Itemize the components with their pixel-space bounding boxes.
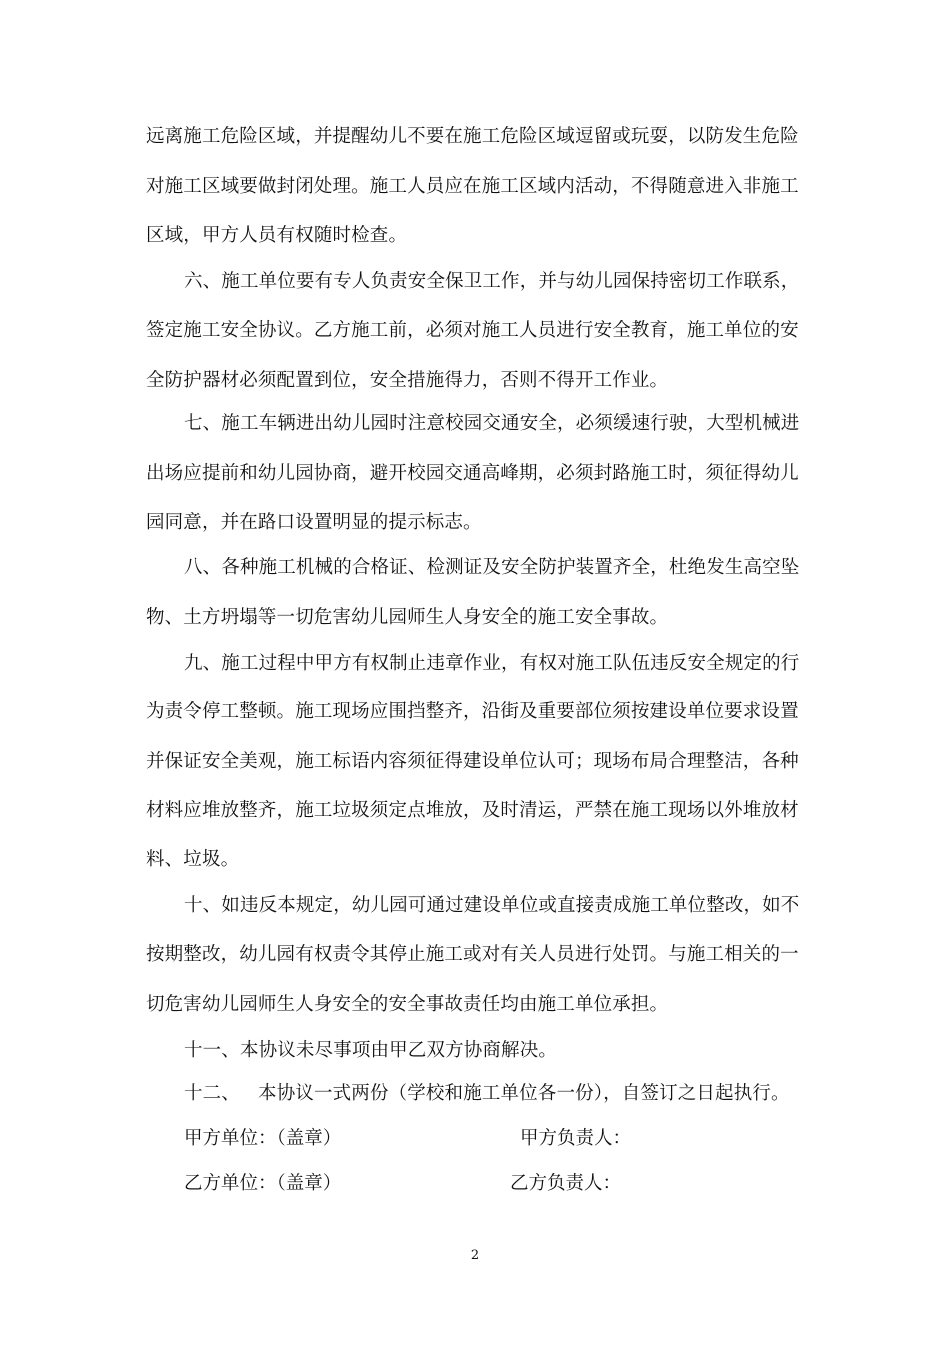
text-line: 并保证安全美观，施工标语内容须征得建设单位认可；现场布局合理整洁，各种 bbox=[146, 751, 799, 772]
text-line: 料、垃圾。 bbox=[146, 849, 240, 870]
text-line: 全防护器材必须配置到位，安全措施得力，否则不得开工作业。 bbox=[146, 370, 669, 391]
text-line: 出场应提前和幼儿园协商，避开校园交通高峰期，必须封路施工时，须征得幼儿 bbox=[146, 463, 799, 484]
party-b-unit-label: 乙方单位：（盖章） bbox=[184, 1173, 342, 1194]
text-line: 切危害幼儿园师生人身安全的安全事故责任均由施工单位承担。 bbox=[146, 994, 669, 1015]
paragraph-twelve: 十二、 本协议一式两份（学校和施工单位各一份），自签订之日起执行。 bbox=[184, 1083, 790, 1104]
text-line: 签定施工安全协议。乙方施工前，必须对施工人员进行安全教育，施工单位的安 bbox=[146, 320, 799, 341]
party-b-person-label: 乙方负责人： bbox=[510, 1173, 622, 1194]
paragraph-seven-first-line: 七、施工车辆进出幼儿园时注意校园交通安全，必须缓速行驶，大型机械进 bbox=[184, 413, 800, 434]
paragraph-eight-first-line: 八、各种施工机械的合格证、检测证及安全防护装置齐全，杜绝发生高空坠 bbox=[184, 557, 800, 578]
party-a-unit-label: 甲方单位：（盖章） bbox=[184, 1128, 342, 1149]
paragraph-nine-first-line: 九、施工过程中甲方有权制止违章作业，有权对施工队伍违反安全规定的行 bbox=[184, 653, 800, 674]
paragraph-six-first-line: 六、施工单位要有专人负责安全保卫工作，并与幼儿园保持密切工作联系， bbox=[184, 271, 800, 292]
text-line: 区域，甲方人员有权随时检查。 bbox=[146, 225, 408, 246]
text-line: 物、土方坍塌等一切危害幼儿园师生人身安全的施工安全事故。 bbox=[146, 607, 669, 628]
text-line: 按期整改，幼儿园有权责令其停止施工或对有关人员进行处罚。与施工相关的一 bbox=[146, 944, 799, 965]
text-line: 远离施工危险区域，并提醒幼儿不要在施工危险区域逗留或玩耍，以防发生危险 bbox=[146, 126, 799, 147]
party-a-person-label: 甲方负责人： bbox=[520, 1128, 632, 1149]
text-line: 为责令停工整顿。施工现场应围挡整齐，沿街及重要部位须按建设单位要求设置 bbox=[146, 701, 799, 722]
text-line: 园同意，并在路口设置明显的提示标志。 bbox=[146, 512, 482, 533]
text-line: 对施工区域要做封闭处理。施工人员应在施工区域内活动，不得随意进入非施工 bbox=[146, 176, 799, 197]
paragraph-eleven: 十一、本协议未尽事项由甲乙双方协商解决。 bbox=[184, 1040, 558, 1061]
paragraph-ten-first-line: 十、如违反本规定，幼儿园可通过建设单位或直接责成施工单位整改，如不 bbox=[184, 895, 800, 916]
page-number: 2 bbox=[470, 1248, 480, 1263]
text-line: 材料应堆放整齐，施工垃圾须定点堆放，及时清运，严禁在施工现场以外堆放材 bbox=[146, 800, 799, 821]
